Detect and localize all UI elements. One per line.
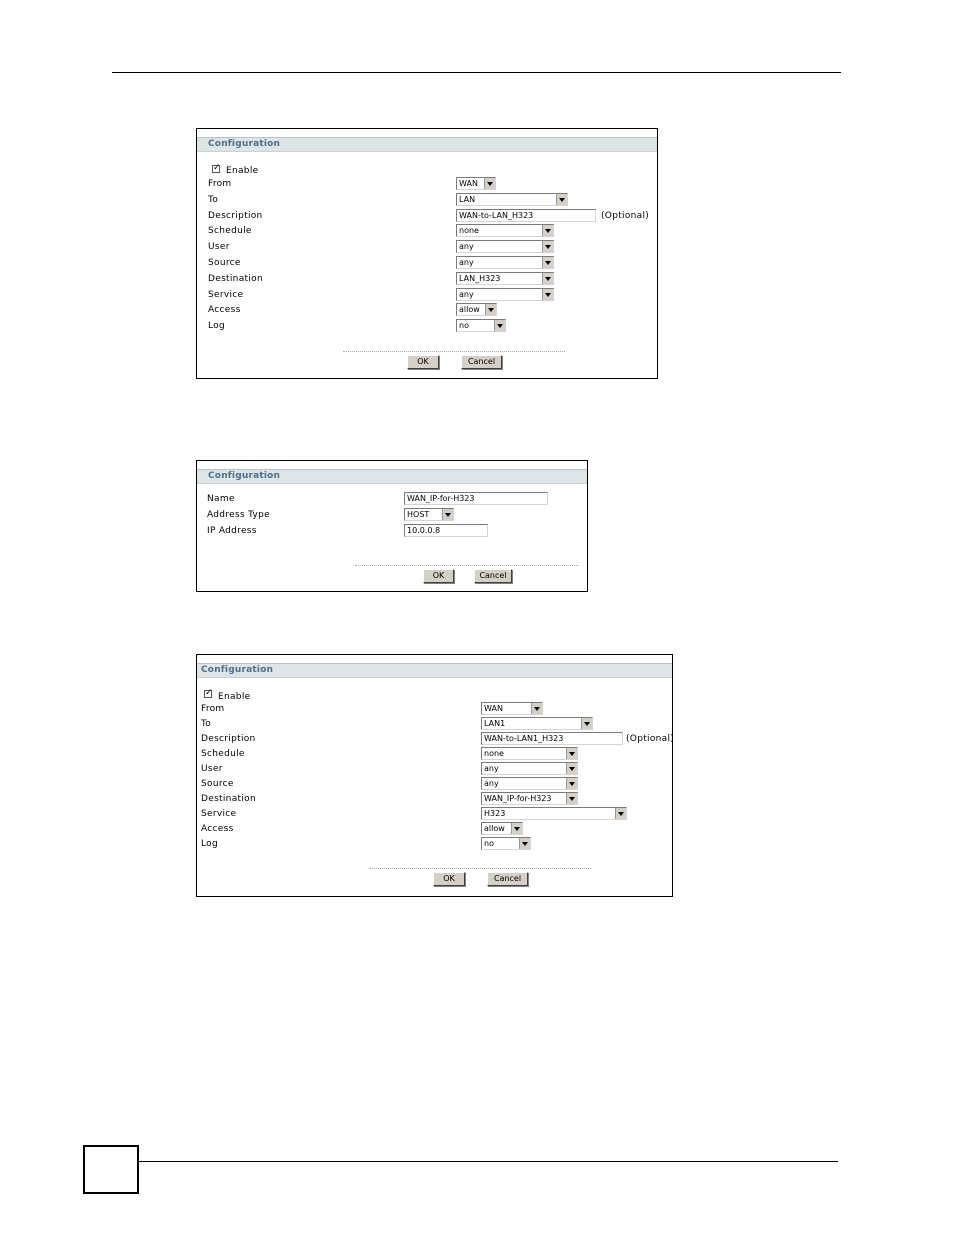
footer-rule	[139, 1161, 838, 1162]
to-label: To	[201, 719, 212, 729]
panel-title-bar	[197, 663, 672, 678]
destination-value: WAN_IP-for-H323	[484, 794, 552, 803]
button-separator	[355, 565, 579, 566]
user-value: any	[484, 764, 499, 773]
service-value: H323	[484, 809, 506, 818]
ip-address-label: IP Address	[207, 526, 257, 536]
access-select[interactable]	[456, 303, 497, 316]
name-input[interactable]	[404, 492, 548, 505]
cancel-button[interactable]: Cancel	[487, 872, 528, 886]
source-select[interactable]	[481, 777, 578, 790]
destination-select[interactable]	[456, 272, 554, 285]
schedule-label: Schedule	[208, 226, 252, 236]
page-number-box	[83, 1145, 139, 1194]
user-value: any	[459, 242, 474, 251]
source-label: Source	[208, 258, 241, 268]
enable-checkbox[interactable]	[212, 165, 220, 173]
log-label: Log	[208, 321, 225, 331]
description-label: Description	[208, 211, 263, 221]
ok-button[interactable]: OK	[407, 355, 439, 369]
configuration-panel-3	[196, 654, 673, 897]
name-value: WAN_IP-for-H323	[407, 494, 475, 503]
panel-title-bar	[197, 469, 587, 484]
from-value: WAN	[459, 179, 478, 188]
service-label: Service	[208, 290, 244, 300]
schedule-select[interactable]	[481, 747, 578, 760]
destination-select[interactable]	[481, 792, 578, 805]
from-select[interactable]	[481, 702, 543, 715]
panel-title: Configuration	[201, 665, 274, 675]
chevron-down-icon	[511, 823, 522, 834]
description-label: Description	[201, 734, 256, 744]
from-value: WAN	[484, 704, 503, 713]
user-select[interactable]	[481, 762, 578, 775]
name-label: Name	[207, 494, 235, 504]
enable-checkbox[interactable]	[204, 690, 212, 698]
destination-label: Destination	[208, 274, 263, 284]
chevron-down-icon	[542, 225, 553, 236]
log-value: no	[484, 839, 494, 848]
schedule-select[interactable]	[456, 224, 554, 237]
header-rule	[112, 72, 841, 73]
cancel-button[interactable]: Cancel	[474, 569, 512, 583]
chevron-down-icon	[494, 320, 505, 331]
ip-address-value: 10.0.0.8	[407, 526, 441, 535]
chevron-down-icon	[542, 241, 553, 252]
check-mark-icon: ✓	[205, 688, 213, 698]
chevron-down-icon	[566, 763, 577, 774]
source-value: any	[459, 258, 474, 267]
address-type-value: HOST	[407, 510, 430, 519]
panel-title: Configuration	[208, 471, 281, 481]
panel-title-bar	[197, 137, 657, 152]
user-label: User	[201, 764, 223, 774]
chevron-down-icon	[485, 304, 496, 315]
chevron-down-icon	[519, 838, 530, 849]
to-select[interactable]	[456, 193, 568, 206]
source-value: any	[484, 779, 499, 788]
source-select[interactable]	[456, 256, 554, 269]
enable-label: Enable	[218, 692, 251, 702]
access-value: allow	[459, 305, 480, 314]
panel-title: Configuration	[208, 139, 281, 149]
user-select[interactable]	[456, 240, 554, 253]
enable-label: Enable	[226, 166, 259, 176]
service-value: any	[459, 290, 474, 299]
user-label: User	[208, 242, 230, 252]
schedule-value: none	[459, 226, 479, 235]
service-select[interactable]	[481, 807, 627, 820]
description-value: WAN-to-LAN_H323	[459, 211, 534, 220]
description-input[interactable]	[456, 209, 596, 222]
destination-value: LAN_H323	[459, 274, 501, 283]
chevron-down-icon	[615, 808, 626, 819]
button-separator	[369, 868, 591, 869]
log-value: no	[459, 321, 469, 330]
chevron-down-icon	[542, 273, 553, 284]
access-select[interactable]	[481, 822, 523, 835]
access-label: Access	[208, 305, 241, 315]
optional-note: (Optional)	[601, 211, 650, 221]
chevron-down-icon	[542, 257, 553, 268]
check-mark-icon: ✓	[213, 163, 221, 173]
access-value: allow	[484, 824, 505, 833]
from-select[interactable]	[456, 177, 496, 190]
chevron-down-icon	[566, 778, 577, 789]
chevron-down-icon	[542, 289, 553, 300]
destination-label: Destination	[201, 794, 256, 804]
log-label: Log	[201, 839, 218, 849]
service-select[interactable]	[456, 288, 554, 301]
optional-note: (Optional)	[626, 734, 675, 744]
to-value: LAN	[459, 195, 476, 204]
chevron-down-icon	[484, 178, 495, 189]
schedule-label: Schedule	[201, 749, 245, 759]
configuration-panel-1	[196, 128, 658, 379]
from-label: From	[208, 179, 232, 189]
service-label: Service	[201, 809, 237, 819]
description-input[interactable]	[481, 732, 623, 745]
ok-button[interactable]: OK	[433, 872, 465, 886]
schedule-value: none	[484, 749, 504, 758]
description-value: WAN-to-LAN1_H323	[484, 734, 564, 743]
log-select[interactable]	[456, 319, 506, 332]
chevron-down-icon	[566, 748, 577, 759]
ip-address-input[interactable]	[404, 524, 488, 537]
chevron-down-icon	[531, 703, 542, 714]
address-type-select[interactable]	[404, 508, 454, 521]
source-label: Source	[201, 779, 234, 789]
to-select[interactable]	[481, 717, 593, 730]
to-value: LAN1	[484, 719, 506, 728]
chevron-down-icon	[566, 793, 577, 804]
chevron-down-icon	[556, 194, 567, 205]
cancel-button[interactable]: Cancel	[461, 355, 502, 369]
from-label: From	[201, 704, 225, 714]
chevron-down-icon	[581, 718, 592, 729]
log-select[interactable]	[481, 837, 531, 850]
configuration-panel-2	[196, 460, 588, 592]
access-label: Access	[201, 824, 234, 834]
ok-button[interactable]: OK	[423, 569, 454, 583]
button-separator	[343, 351, 565, 352]
to-label: To	[208, 195, 219, 205]
address-type-label: Address Type	[207, 510, 270, 520]
chevron-down-icon	[442, 509, 453, 520]
